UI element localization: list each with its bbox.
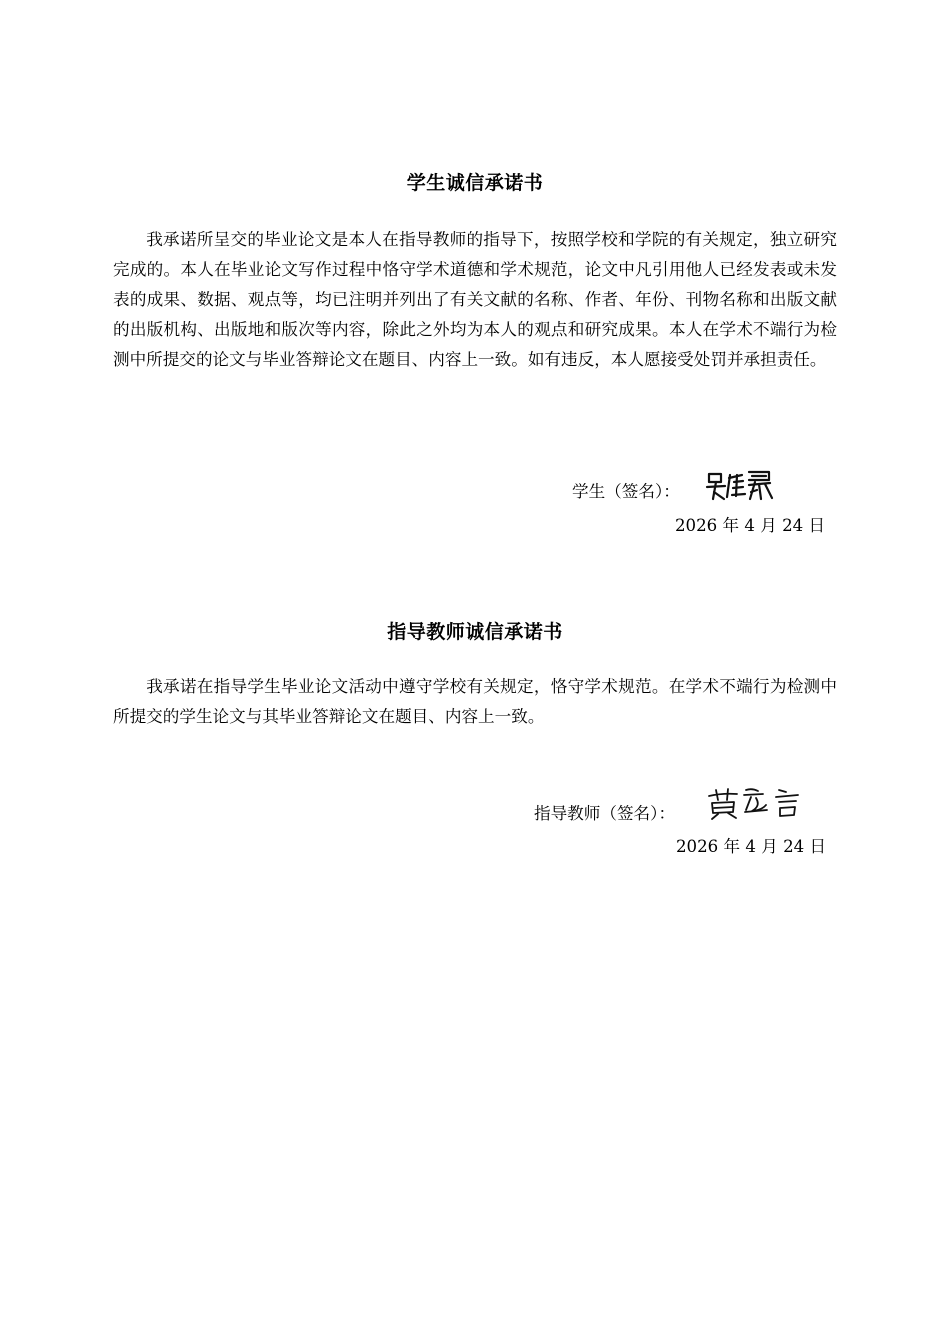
teacher-pledge-title: 指导教师诚信承诺书 [387, 621, 563, 643]
student-pledge-body: 我承诺所呈交的毕业论文是本人在指导教师的指导下，按照学校和学院的有关规定，独立研究完成的。本人在毕业论文写作过程中恪守学术道德和学术规范，论文中凡引用他人已经发表或未发表的成果、数据、观点等，均已注明并列出了有关文献的名称、作者、年份、刊物名称和出版文献的出版机构、出版地和版次等内容，除此之外均为本人的观点和研究成果。本人在学术不端行为检测中所提交的论文与毕业答辩论文在题目、内容上一致。如有违反，本人愿接受处罚并承担责任。 [113, 230, 837, 369]
student-pledge-date: 2026 年 4 月 24 日 [675, 516, 826, 535]
teacher-pledge-date: 2026 年 4 月 24 日 [676, 837, 827, 856]
teacher-handwritten-signature [706, 786, 808, 820]
teacher-pledge-body: 我承诺在指导学生毕业论文活动中遵守学校有关规定，恪守学术规范。在学术不端行为检测中所提交的学生论文与其毕业答辩论文在题目、内容上一致。 [113, 677, 837, 726]
teacher-signature-label: 指导教师（签名）： [534, 804, 676, 823]
student-signature-label: 学生（签名）： [572, 482, 680, 501]
student-handwritten-signature [705, 468, 775, 502]
student-pledge-title: 学生诚信承诺书 [406, 172, 544, 194]
